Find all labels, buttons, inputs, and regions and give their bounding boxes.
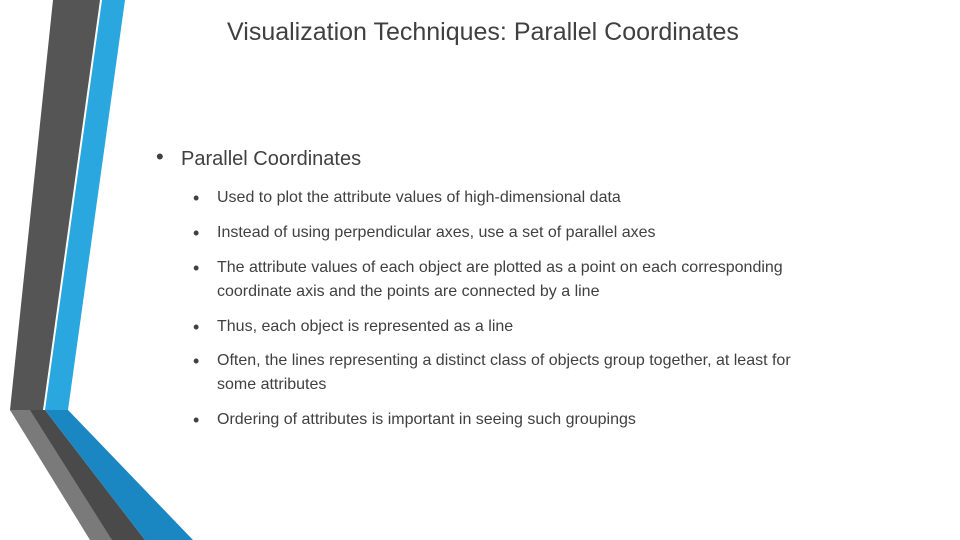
bullet-icon: •	[193, 317, 200, 337]
bullet-icon: •	[193, 351, 200, 371]
main-bullet-text: Parallel Coordinates	[181, 148, 362, 170]
list-item-text: Used to plot the attribute values of high-dimensional data	[217, 189, 621, 206]
bullet-icon: •	[193, 223, 200, 243]
bullet-icon: •	[193, 188, 200, 208]
list-item-text: The attribute values of each object are plotted as a point on each corresponding coordinate axis and the points are connected by a line	[217, 259, 783, 300]
bullet-icon: •	[193, 258, 200, 278]
bullet-icon: •	[193, 410, 200, 430]
bullet-icon: •	[156, 144, 164, 169]
list-item-text: Often, the lines representing a distinct class of objects group together, at least for some attributes	[217, 352, 791, 393]
list-item-text: Instead of using perpendicular axes, use a set of parallel axes	[217, 224, 656, 241]
slide-title: Visualization Techniques: Parallel Coordinates	[227, 18, 739, 46]
list-item-text: Ordering of attributes is important in seeing such groupings	[217, 411, 636, 428]
list-item-text: Thus, each object is represented as a line	[217, 318, 514, 335]
